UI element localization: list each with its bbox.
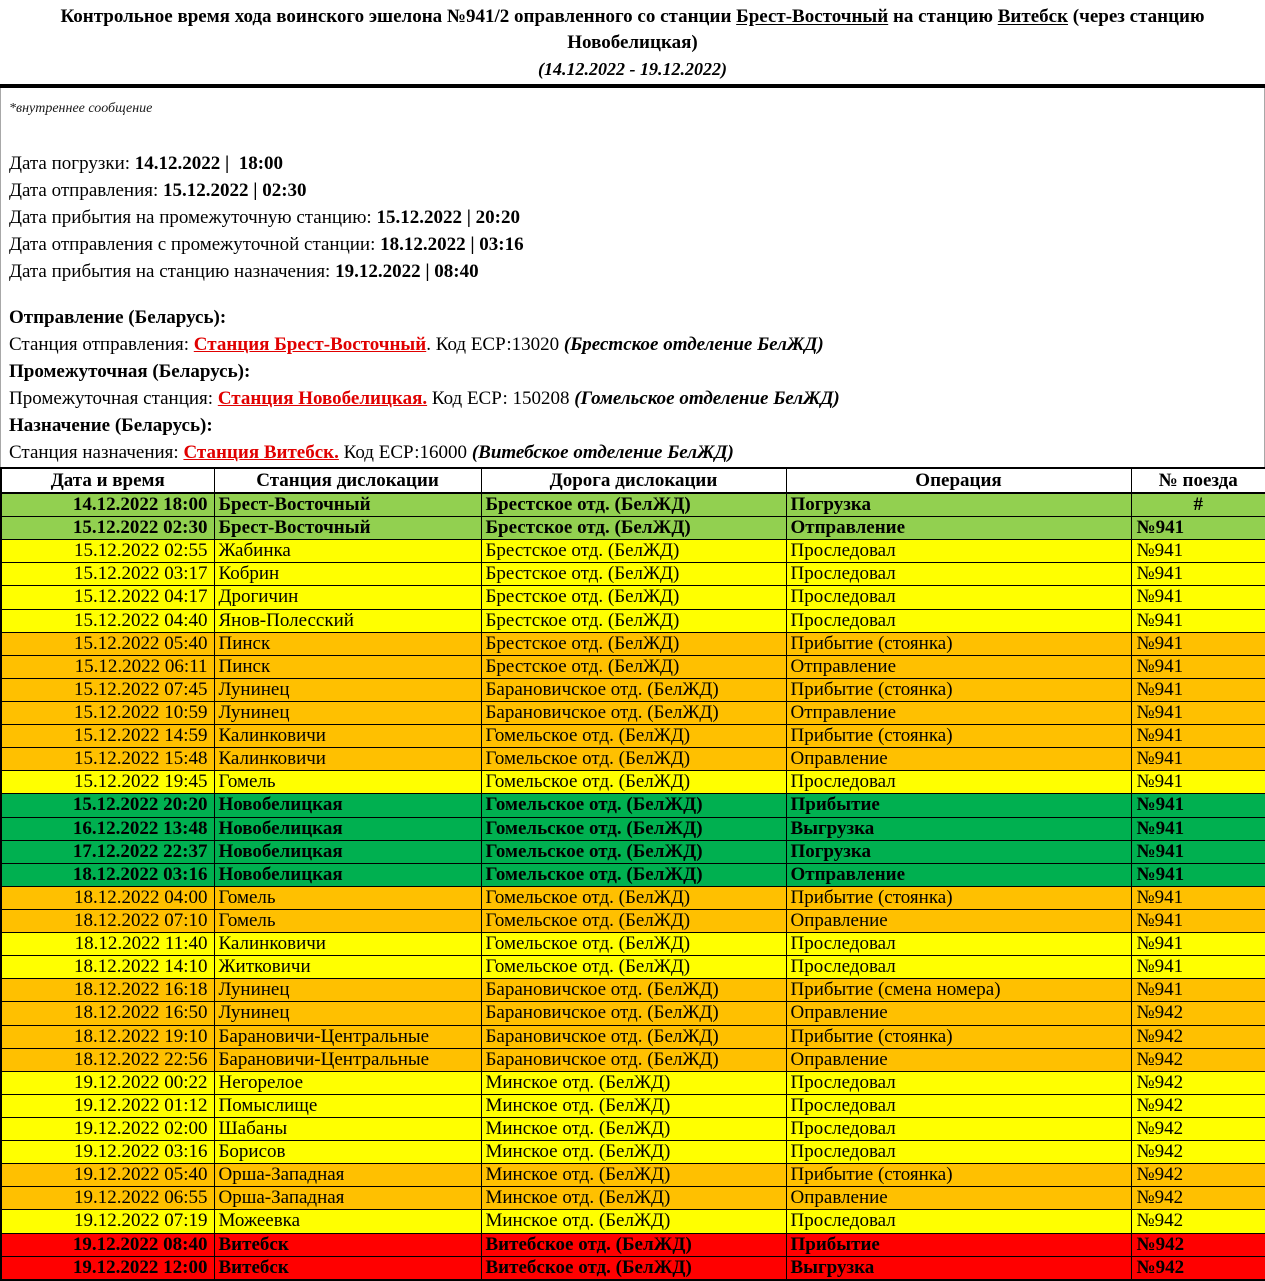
cell-station: Орша-Западная <box>214 1187 481 1210</box>
cell-operation: Проследовал <box>786 586 1131 609</box>
table-row <box>1 794 1265 817</box>
table-row <box>1 678 1265 701</box>
table-row <box>1 956 1265 979</box>
cell-operation: Погрузка <box>786 840 1131 863</box>
cell-road: Барановичское отд. (БелЖД) <box>481 1025 786 1048</box>
cell-train-number: №941 <box>1131 540 1265 563</box>
cell-datetime: 15.12.2022 05:40 <box>1 632 214 655</box>
cell-road: Гомельское отд. (БелЖД) <box>481 909 786 932</box>
cell-datetime: 15.12.2022 03:17 <box>1 563 214 586</box>
table-row <box>1 609 1265 632</box>
cell-station: Негорелое <box>214 1071 481 1094</box>
table-row <box>1 1048 1265 1071</box>
summary-label: Дата отправления с промежуточной станции: <box>9 234 381 255</box>
cell-operation: Проследовал <box>786 771 1131 794</box>
table-row <box>1 840 1265 863</box>
cell-station: Жабинка <box>214 540 481 563</box>
cell-road: Минское отд. (БелЖД) <box>481 1117 786 1140</box>
cell-station: Барановичи-Центральные <box>214 1025 481 1048</box>
table-row <box>1 493 1265 517</box>
cell-road: Барановичское отд. (БелЖД) <box>481 678 786 701</box>
column-header: Операция <box>786 468 1131 493</box>
title-station-from: Брест-Восточный <box>736 6 889 27</box>
route-section-heading: Промежуточная (Беларусь): <box>9 361 251 382</box>
table-row <box>1 1164 1265 1187</box>
cell-datetime: 15.12.2022 04:40 <box>1 609 214 632</box>
cell-road: Гомельское отд. (БелЖД) <box>481 817 786 840</box>
cell-operation: Прибытие (стоянка) <box>786 632 1131 655</box>
cell-datetime: 14.12.2022 18:00 <box>1 493 214 517</box>
cell-station: Брест-Восточный <box>214 493 481 517</box>
table-row <box>1 1210 1265 1233</box>
cell-operation: Прибытие (стоянка) <box>786 1164 1131 1187</box>
cell-train-number: # <box>1131 493 1265 517</box>
table-row <box>1 1233 1265 1256</box>
document-title <box>8 4 1257 56</box>
cell-road: Гомельское отд. (БелЖД) <box>481 840 786 863</box>
cell-datetime: 15.12.2022 20:20 <box>1 794 214 817</box>
table-row <box>1 1094 1265 1117</box>
table-row <box>1 517 1265 540</box>
cell-train-number: №941 <box>1131 725 1265 748</box>
cell-datetime: 15.12.2022 15:48 <box>1 748 214 771</box>
cell-road: Барановичское отд. (БелЖД) <box>481 701 786 724</box>
table-row <box>1 725 1265 748</box>
summary-value: 18.12.2022 | 03:16 <box>380 234 524 255</box>
station-link[interactable]: Станция Брест-Восточный <box>193 334 427 355</box>
division-name: (Гомельское отделение БелЖД) <box>574 388 840 409</box>
route-sections <box>9 304 1264 466</box>
cell-train-number: №942 <box>1131 1164 1265 1187</box>
cell-station: Можеевка <box>214 1210 481 1233</box>
cell-train-number: №942 <box>1131 1071 1265 1094</box>
cell-operation: Проследовал <box>786 1071 1131 1094</box>
document-header <box>0 0 1265 88</box>
cell-station: Калинковичи <box>214 725 481 748</box>
cell-train-number: №941 <box>1131 701 1265 724</box>
table-row <box>1 1071 1265 1094</box>
cell-datetime: 19.12.2022 08:40 <box>1 1233 214 1256</box>
cell-road: Брестское отд. (БелЖД) <box>481 609 786 632</box>
table-row <box>1 1117 1265 1140</box>
cell-road: Брестское отд. (БелЖД) <box>481 632 786 655</box>
route-section-line <box>9 385 1264 412</box>
summary-value: 15.12.2022 | 20:20 <box>376 207 520 228</box>
column-header: № поезда <box>1131 468 1265 493</box>
cell-train-number: №941 <box>1131 909 1265 932</box>
cell-train-number: №941 <box>1131 609 1265 632</box>
summary-line <box>9 177 1264 204</box>
cell-operation: Оправление <box>786 909 1131 932</box>
cell-station: Гомель <box>214 771 481 794</box>
cell-station: Янов-Полесский <box>214 609 481 632</box>
train-schedule-table <box>0 467 1265 1281</box>
cell-datetime: 19.12.2022 01:12 <box>1 1094 214 1117</box>
cell-operation: Прибытие (стоянка) <box>786 678 1131 701</box>
cell-datetime: 15.12.2022 07:45 <box>1 678 214 701</box>
cell-operation: Прибытие <box>786 1233 1131 1256</box>
cell-operation: Прибытие <box>786 794 1131 817</box>
table-row <box>1 540 1265 563</box>
cell-train-number: №941 <box>1131 655 1265 678</box>
cell-road: Брестское отд. (БелЖД) <box>481 540 786 563</box>
cell-road: Минское отд. (БелЖД) <box>481 1071 786 1094</box>
cell-train-number: №942 <box>1131 1210 1265 1233</box>
summary-line <box>9 204 1264 231</box>
cell-datetime: 19.12.2022 06:55 <box>1 1187 214 1210</box>
cell-operation: Прибытие (смена номера) <box>786 979 1131 1002</box>
cell-station: Лунинец <box>214 678 481 701</box>
cell-road: Гомельское отд. (БелЖД) <box>481 886 786 909</box>
cell-operation: Отправление <box>786 655 1131 678</box>
cell-train-number: №941 <box>1131 794 1265 817</box>
cell-datetime: 18.12.2022 22:56 <box>1 1048 214 1071</box>
cell-datetime: 19.12.2022 05:40 <box>1 1164 214 1187</box>
cell-operation: Погрузка <box>786 493 1131 517</box>
cell-train-number: №942 <box>1131 1141 1265 1164</box>
cell-train-number: №942 <box>1131 1233 1265 1256</box>
title-text: на станцию <box>888 6 998 27</box>
cell-datetime: 16.12.2022 13:48 <box>1 817 214 840</box>
cell-datetime: 18.12.2022 19:10 <box>1 1025 214 1048</box>
table-row <box>1 1002 1265 1025</box>
cell-datetime: 18.12.2022 16:18 <box>1 979 214 1002</box>
cell-station: Лунинец <box>214 701 481 724</box>
cell-datetime: 19.12.2022 07:19 <box>1 1210 214 1233</box>
cell-datetime: 15.12.2022 06:11 <box>1 655 214 678</box>
cell-train-number: №941 <box>1131 817 1265 840</box>
route-section-line <box>9 439 1264 466</box>
column-header: Дорога дислокации <box>481 468 786 493</box>
cell-operation: Проследовал <box>786 540 1131 563</box>
summary-value: 15.12.2022 | 02:30 <box>163 180 307 201</box>
cell-road: Гомельское отд. (БелЖД) <box>481 725 786 748</box>
summary-label: Дата прибытия на станцию назначения: <box>9 261 336 282</box>
cell-road: Минское отд. (БелЖД) <box>481 1187 786 1210</box>
cell-operation: Оправление <box>786 1187 1131 1210</box>
cell-station: Пинск <box>214 655 481 678</box>
cell-road: Гомельское отд. (БелЖД) <box>481 771 786 794</box>
cell-road: Гомельское отд. (БелЖД) <box>481 933 786 956</box>
route-section-code: Код ЕСР: 150208 <box>427 388 575 409</box>
cell-train-number: №941 <box>1131 886 1265 909</box>
cell-operation: Оправление <box>786 1048 1131 1071</box>
table-row <box>1 701 1265 724</box>
cell-datetime: 18.12.2022 14:10 <box>1 956 214 979</box>
title-station-to: Витебск <box>997 6 1069 27</box>
cell-road: Минское отд. (БелЖД) <box>481 1094 786 1117</box>
table-row <box>1 979 1265 1002</box>
table-row <box>1 655 1265 678</box>
cell-road: Гомельское отд. (БелЖД) <box>481 794 786 817</box>
cell-station: Новобелицкая <box>214 840 481 863</box>
cell-station: Шабаны <box>214 1117 481 1140</box>
table-row <box>1 1025 1265 1048</box>
station-link[interactable]: Станция Витебск. <box>183 442 339 463</box>
cell-datetime: 19.12.2022 03:16 <box>1 1141 214 1164</box>
cell-datetime: 18.12.2022 07:10 <box>1 909 214 932</box>
cell-station: Гомель <box>214 886 481 909</box>
summary-label: Дата отправления: <box>9 180 164 201</box>
cell-station: Лунинец <box>214 1002 481 1025</box>
title-text: (через станцию <box>1068 6 1205 27</box>
cell-operation: Прибытие (стоянка) <box>786 1025 1131 1048</box>
cell-operation: Проследовал <box>786 1210 1131 1233</box>
cell-operation: Выгрузка <box>786 1256 1131 1280</box>
cell-train-number: №941 <box>1131 517 1265 540</box>
cell-train-number: №942 <box>1131 1256 1265 1280</box>
route-section-heading: Отправление (Беларусь): <box>9 307 227 328</box>
summary-line <box>9 150 1264 177</box>
cell-train-number: №942 <box>1131 1094 1265 1117</box>
cell-road: Витебское отд. (БелЖД) <box>481 1256 786 1280</box>
cell-road: Барановичское отд. (БелЖД) <box>481 1002 786 1025</box>
cell-station: Борисов <box>214 1141 481 1164</box>
cell-train-number: №942 <box>1131 1025 1265 1048</box>
cell-train-number: №941 <box>1131 979 1265 1002</box>
cell-datetime: 19.12.2022 12:00 <box>1 1256 214 1280</box>
cell-datetime: 18.12.2022 03:16 <box>1 863 214 886</box>
cell-operation: Прибытие (стоянка) <box>786 725 1131 748</box>
cell-train-number: №941 <box>1131 586 1265 609</box>
cell-operation: Проследовал <box>786 1094 1131 1117</box>
route-section-line <box>9 331 1264 358</box>
cell-train-number: №941 <box>1131 956 1265 979</box>
cell-road: Гомельское отд. (БелЖД) <box>481 863 786 886</box>
cell-train-number: №941 <box>1131 563 1265 586</box>
cell-station: Пинск <box>214 632 481 655</box>
station-link[interactable]: Станция Новобелицкая. <box>217 388 428 409</box>
route-section-code: Код ЕСР:16000 <box>338 442 472 463</box>
cell-station: Барановичи-Центральные <box>214 1048 481 1071</box>
cell-road: Барановичское отд. (БелЖД) <box>481 979 786 1002</box>
cell-road: Брестское отд. (БелЖД) <box>481 493 786 517</box>
cell-datetime: 15.12.2022 14:59 <box>1 725 214 748</box>
cell-datetime: 18.12.2022 11:40 <box>1 933 214 956</box>
column-header: Станция дислокации <box>214 468 481 493</box>
cell-station: Помыслище <box>214 1094 481 1117</box>
division-name: (Витебское отделение БелЖД) <box>471 442 734 463</box>
cell-datetime: 15.12.2022 10:59 <box>1 701 214 724</box>
cell-station: Кобрин <box>214 563 481 586</box>
cell-train-number: №941 <box>1131 933 1265 956</box>
column-header: Дата и время <box>1 468 214 493</box>
cell-datetime: 15.12.2022 02:55 <box>1 540 214 563</box>
cell-operation: Проследовал <box>786 563 1131 586</box>
cell-station: Новобелицкая <box>214 817 481 840</box>
cell-train-number: №941 <box>1131 748 1265 771</box>
table-row <box>1 886 1265 909</box>
cell-train-number: №941 <box>1131 632 1265 655</box>
cell-operation: Проследовал <box>786 609 1131 632</box>
cell-road: Брестское отд. (БелЖД) <box>481 563 786 586</box>
table-row <box>1 817 1265 840</box>
cell-datetime: 18.12.2022 04:00 <box>1 886 214 909</box>
document-body <box>0 88 1265 467</box>
table-row <box>1 586 1265 609</box>
cell-datetime: 18.12.2022 16:50 <box>1 1002 214 1025</box>
cell-operation: Отправление <box>786 517 1131 540</box>
cell-operation: Выгрузка <box>786 817 1131 840</box>
cell-operation: Прибытие (стоянка) <box>786 886 1131 909</box>
title-line2: Новобелицкая) <box>567 32 698 53</box>
route-section-code: . Код ЕСР:13020 <box>426 334 564 355</box>
cell-operation: Проследовал <box>786 1117 1131 1140</box>
cell-station: Лунинец <box>214 979 481 1002</box>
cell-operation: Оправление <box>786 1002 1131 1025</box>
cell-road: Минское отд. (БелЖД) <box>481 1141 786 1164</box>
cell-train-number: №941 <box>1131 678 1265 701</box>
cell-station: Витебск <box>214 1233 481 1256</box>
table-row <box>1 933 1265 956</box>
table-row <box>1 1187 1265 1210</box>
route-section-label: Станция назначения: <box>9 442 184 463</box>
internal-message-note: *внутреннее сообщение <box>9 101 153 116</box>
cell-station: Новобелицкая <box>214 794 481 817</box>
cell-road: Витебское отд. (БелЖД) <box>481 1233 786 1256</box>
cell-train-number: №942 <box>1131 1048 1265 1071</box>
division-name: (Брестское отделение БелЖД) <box>563 334 824 355</box>
cell-train-number: №941 <box>1131 771 1265 794</box>
cell-station: Калинковичи <box>214 748 481 771</box>
summary-value: 14.12.2022 | 18:00 <box>134 153 284 174</box>
cell-operation: Проследовал <box>786 1141 1131 1164</box>
summary-line <box>9 258 1264 285</box>
summary-dates <box>9 150 1264 285</box>
cell-operation: Проследовал <box>786 933 1131 956</box>
cell-station: Брест-Восточный <box>214 517 481 540</box>
cell-datetime: 15.12.2022 04:17 <box>1 586 214 609</box>
cell-road: Гомельское отд. (БелЖД) <box>481 956 786 979</box>
table-row <box>1 909 1265 932</box>
table-row <box>1 771 1265 794</box>
cell-road: Минское отд. (БелЖД) <box>481 1210 786 1233</box>
table-row <box>1 563 1265 586</box>
title-date-range: (14.12.2022 - 19.12.2022) <box>538 59 727 79</box>
cell-station: Новобелицкая <box>214 863 481 886</box>
cell-datetime: 17.12.2022 22:37 <box>1 840 214 863</box>
table-row <box>1 1256 1265 1280</box>
route-section-heading: Назначение (Беларусь): <box>9 415 213 436</box>
cell-station: Гомель <box>214 909 481 932</box>
route-section-label: Станция отправления: <box>9 334 194 355</box>
cell-station: Калинковичи <box>214 933 481 956</box>
cell-train-number: №942 <box>1131 1002 1265 1025</box>
cell-road: Гомельское отд. (БелЖД) <box>481 748 786 771</box>
cell-train-number: №941 <box>1131 863 1265 886</box>
cell-road: Брестское отд. (БелЖД) <box>481 586 786 609</box>
summary-value: 19.12.2022 | 08:40 <box>335 261 479 282</box>
cell-road: Брестское отд. (БелЖД) <box>481 655 786 678</box>
table-row <box>1 1141 1265 1164</box>
cell-operation: Отправление <box>786 701 1131 724</box>
cell-train-number: №941 <box>1131 840 1265 863</box>
cell-datetime: 19.12.2022 00:22 <box>1 1071 214 1094</box>
route-section-label: Промежуточная станция: <box>9 388 218 409</box>
cell-station: Житковичи <box>214 956 481 979</box>
summary-line <box>9 231 1264 258</box>
cell-train-number: №942 <box>1131 1117 1265 1140</box>
cell-operation: Отправление <box>786 863 1131 886</box>
summary-label: Дата прибытия на промежуточную станцию: <box>9 207 377 228</box>
cell-station: Витебск <box>214 1256 481 1280</box>
table-header-row <box>1 468 1265 493</box>
cell-operation: Оправление <box>786 748 1131 771</box>
cell-datetime: 15.12.2022 02:30 <box>1 517 214 540</box>
table-row <box>1 863 1265 886</box>
cell-road: Барановичское отд. (БелЖД) <box>481 1048 786 1071</box>
cell-road: Минское отд. (БелЖД) <box>481 1164 786 1187</box>
cell-train-number: №942 <box>1131 1187 1265 1210</box>
cell-datetime: 19.12.2022 02:00 <box>1 1117 214 1140</box>
cell-station: Дрогичин <box>214 586 481 609</box>
cell-station: Орша-Западная <box>214 1164 481 1187</box>
cell-operation: Проследовал <box>786 956 1131 979</box>
table-row <box>1 748 1265 771</box>
table-row <box>1 632 1265 655</box>
cell-datetime: 15.12.2022 19:45 <box>1 771 214 794</box>
summary-label: Дата погрузки: <box>9 153 135 174</box>
title-text: Контрольное время хода воинского эшелона №941/2 оправленного со станции <box>60 6 737 27</box>
cell-road: Брестское отд. (БелЖД) <box>481 517 786 540</box>
